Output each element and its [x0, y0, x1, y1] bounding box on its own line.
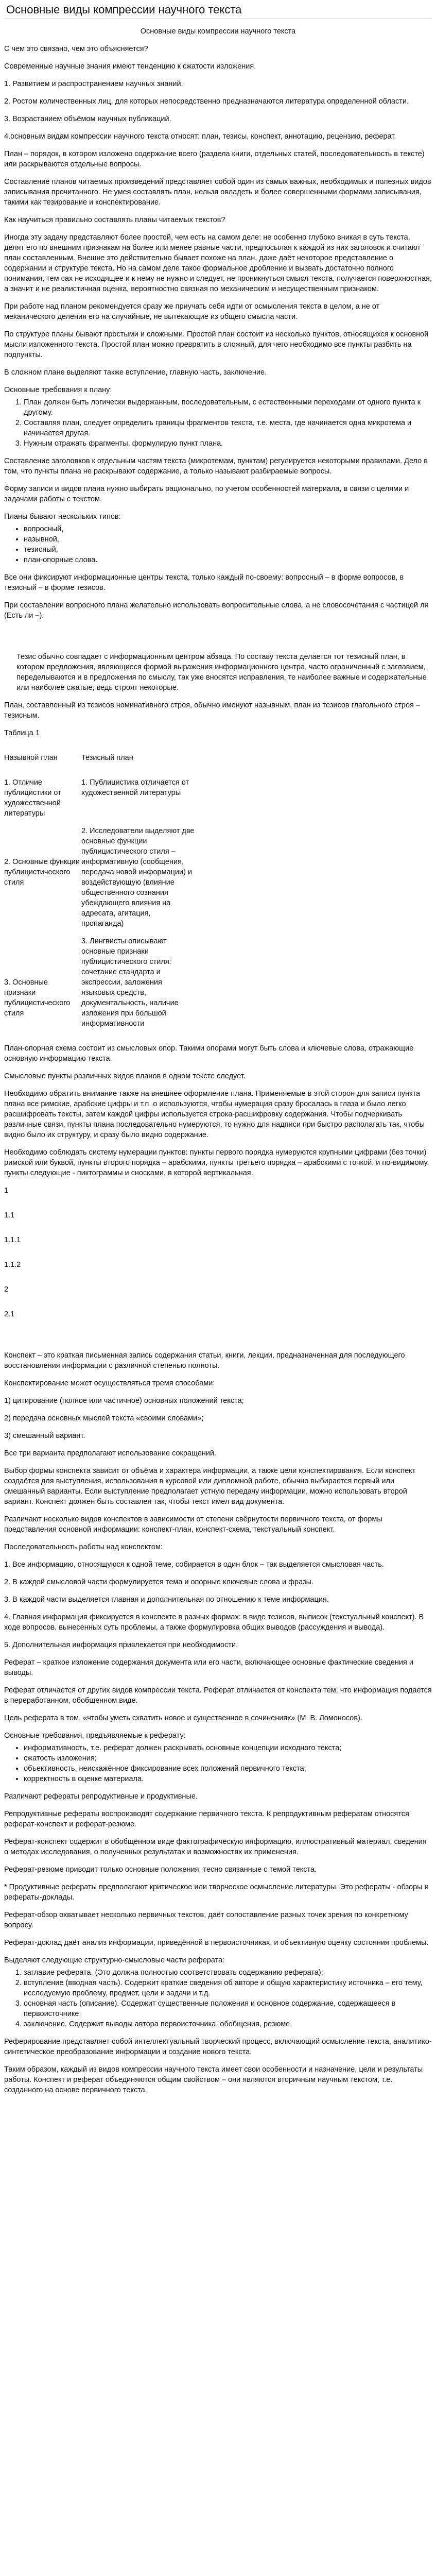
paragraph: 4.основным видам компрессии научного текста относят: план, тезисы, конспект, аннотацию, рецензию, реферат.	[4, 132, 396, 141]
paragraph: Конспект – это краткая письменная запись содержания статьи, книги, лекции, предназначенная для последующего восстановления информации с различной степенью полноты.	[4, 1351, 405, 1370]
paragraph: Таким образом, каждый из видов компрессии научного текста имеет свои особенности и назначение, цели и результаты работы. Конспект и реферат объединяются общим свойством – они являются вторичным научным текстом, т.е. созданного на основе первичного текста.	[4, 2065, 423, 2094]
paragraph: План – порядок, в котором изложено содержание всего (раздела книги, отдельных статей, последовательность в тексте) или раскрываются отдельные вопросы.	[4, 150, 425, 168]
paragraph: Выбор формы конспекта зависит от объёма и характера информации, а также цели конспектирования. Если конспект создаётся для выступления, использования в курсовой или дипломной работе, обычно выбирается первый или смешанный варианты. Если выступление предполагает устную передачу информации, можно использовать второй вариант. Конспект должен быть составлен так, чтобы текст имел вид документа.	[4, 1467, 416, 1506]
paragraph: Цель реферата в том, «чтобы уметь схватить новое и существенное в сочинениях» (М. В. Ломоносов).	[4, 1714, 362, 1722]
list-heading: Основные требования, предъявляемые к реферату:	[4, 1732, 186, 1740]
requirements-list	[4, 397, 432, 449]
paragraph: Тезис обычно совпадает с информационным центром абзаца. По составу текста делается тот тезисный план, в котором предложения, являющиеся формой выражения информационного центра, часто ограниченный с заглавием, переделываются и в предложения по смыслу, так уже вносятся исправления, те наиболее важные и содержательные или наиболее сжатые, ведь строят некоторые.	[16, 653, 427, 692]
list-item: 4. заключение. Содержит выводы автора первоисточника, обобщения, резюме.	[24, 2019, 432, 2029]
paragraph: С чем это связано, чем это объясняется?	[4, 45, 148, 53]
table-cell: 1. Отличие публицистики от художественной литературы	[4, 778, 61, 818]
paragraph: Составление заголовков к отдельным частям текста (микротемам, пунктам) регулируется некоторыми правилами. Дело в том, что пункты плана не раскрывают содержание, а только называют разбираемые вопросы.	[4, 457, 428, 476]
paragraph: В сложном плане выделяют также вступление, главную часть, заключение.	[4, 368, 267, 377]
list-item: • план-опорные слова.	[24, 555, 432, 565]
paragraph: Различают несколько видов конспектов в зависимости от степени свёрнутости первичного текста, от формы представления основной информации: конспект-план, конспект-схема, текстуальный конспект.	[4, 1515, 382, 1534]
list-item: • вопросный,	[24, 524, 432, 534]
list-item: 1. заглавие реферата. (Это должна полностью соответствовать содержанию реферата);	[24, 1968, 432, 1978]
paragraph: Реферат-конспект содержит в обобщённом виде фактографическую информацию, иллюстративный материал, сведения о методах исследования, о полученных результатах и возможностях их применения.	[4, 1838, 427, 1856]
table-cell: 2. Исследователи выделяют две основные функции публицистического стиля – информативную (сообщения, передача новой информации) и воздействующую (влияние общественного сознания убеждающего влияния на адресата, агитация, пропаганда)	[81, 827, 195, 928]
list-item: • тезисный,	[24, 545, 432, 555]
paragraph: Конспектирование может осуществляться тремя способами:	[4, 1379, 215, 1387]
paragraph: Современные научные знания имеют тенденцию к сжатости изложения.	[4, 62, 256, 71]
list-item: 1. Все информацию, относящуюся к одной теме, собирается в один блок – так выделяется смысловая часть.	[4, 1561, 384, 1569]
paragraph: При работе над планом рекомендуется сразу же приучать себя идти от осмысления текста в целом, а не от механического деления его на случайные, не вытекающие из общего смысла части.	[4, 302, 380, 321]
paragraph: Смысловые пункты различных видов планов в одном тексте следует.	[4, 1072, 246, 1080]
list-item: 5. Дополнительная информация привлекается при необходимости.	[4, 1641, 238, 1649]
paragraph: План-опорная схема состоит из смысловых опор. Такими опорами могут быть слова и ключевые слова, отражающие основную информацию текста.	[4, 1044, 414, 1063]
paragraph: 1. Развитием и распространением научных знаний.	[4, 80, 183, 88]
table-caption: Таблица 1	[4, 729, 40, 737]
table-row	[4, 826, 432, 929]
list-item: 2. Составляя план, следует определить границы фрагментов текста, т.е. места, где начинается одна микротема и начинается другая.	[24, 418, 432, 438]
list-item: 1. План должен быть логически выдержанным, последовательным, с естественными переходами от одного пункта к другому.	[24, 397, 432, 418]
list-item: 3) смешанный вариант.	[4, 1432, 85, 1440]
number-label: 1.1.2	[4, 1261, 21, 1269]
table-cell: 1. Публицистика отличается от художественной литературы	[81, 778, 189, 797]
paragraph: * Продуктивные рефераты предполагают критическое или творческое осмысление литературы. Это рефераты - обзоры и рефераты-доклады.	[4, 1883, 429, 1902]
number-label: 1.1	[4, 1211, 15, 1219]
list-item: 1) цитирование (полное или частичное) основных положений текста;	[4, 1397, 244, 1405]
list-item: 4. Главная информация фиксируется в конспекте в разных формах: в виде тезисов, выписок (текстуальный конспект). В ходе вопросов, вынесенных суть проблемы, а также формулировка общих выводов (рассуждения и вывода).	[4, 1613, 424, 1632]
number-label: 2.1	[4, 1310, 15, 1318]
paragraph: По структуре планы бывают простыми и сложными. Простой план состоит из несколько пунктов, относящихся к основной мысли изложенного текста. Простой план можно превратить в сложный, для чего необходимо все пункты разбить на подпункты.	[4, 330, 429, 359]
document	[0, 3, 436, 2095]
numbering-example	[4, 1185, 432, 1319]
list-item: • корректность в оценке материала.	[24, 1774, 432, 1784]
paragraph: Реферат-обзор охватывает несколько первичных текстов, даёт сопоставление разных точек зрения по конкретному вопросу.	[4, 1911, 408, 1929]
paragraph: Необходимо обратить внимание также на внешнее оформление плана. Применяемые в этой сторон для записи пункта плана все римские, арабские цифры и т.п. о используются, чтобы нумерация сразу бросалась в глаза и было легко расшифровать тексты, затем каждой цифры используется строка-расшифровку содержания. Чтобы подчеркивать различные связи, пункты плана последовательно нумеруются, то нужно для надписи при быстро располагать так, чтобы видно было их структуру, и сразу было видно содержание.	[4, 1090, 425, 1139]
list-heading: Основные требования к плану:	[4, 386, 112, 394]
list-item: 3. В каждой части выделяется главная и дополнительная по отношению к теме информация.	[4, 1596, 329, 1604]
paragraph: Составление планов читаемых произведений представляет собой один из самых важных, необходимых и полезных видов записывания прочитанного. Не умея составлять план, нельзя овладеть и более совершенными формами записывания, такими как тезирование и конспектирование.	[4, 178, 431, 207]
list-item: 3. основная часть (описание). Содержит существенные положения и основное содержание, содержащееся в первоисточнике;	[24, 1998, 432, 2019]
paragraph: Как научиться правильно составлять планы читаемых текстов?	[4, 216, 225, 224]
paragraph: Реферат-доклад даёт анализ информации, приведённой в первоисточниках, и объективную оценку состояния проблемы.	[4, 1939, 429, 1947]
list-heading: Планы бывают нескольких типов:	[4, 513, 121, 521]
paragraph: 2. Ростом количественных лиц, для которых непосредственно предназначаются литература определенной области.	[4, 97, 409, 106]
table-header-cell: Тезисный план	[81, 754, 133, 762]
section-heading: Основные виды компрессии научного текста	[140, 27, 296, 36]
paragraph: 3. Возрастанием объёмом научных публикаций.	[4, 115, 171, 123]
paragraph: Реферирование представляет собой интеллектуальный творческий процесс, включающий осмысление текста, аналитико-синтетическое преобразование информации и создание нового текста.	[4, 2038, 432, 2056]
paragraph: Реферат отличается от других видов компрессии текста. Реферат отличается от конспекта тем, что информация подается в переработанном, обобщенном виде.	[4, 1686, 432, 1705]
paragraph: Реферат-резюме приводит только основные положения, тесно связанные с темой текста.	[4, 1866, 317, 1874]
paragraph: Необходимо соблюдать систему нумерации пунктов: пункты первого порядка нумеруются крупными цифрами (без точки) римской или буквой, пункты второго порядка – арабскими, пункты третьего порядка – арабскими с точкой. и по-видимому, пункты следующие - пиктограммы и сносками, в которой вертикальная.	[4, 1148, 429, 1177]
paragraph: Репродуктивные рефераты воспроизводят содержание первичного текста. К репродуктивным рефератам относятся реферат-конспект и реферат-резюме.	[4, 1810, 409, 1828]
paragraph: Последовательность работы над конспектом:	[4, 1543, 163, 1551]
plan-types-list	[4, 524, 432, 565]
paragraph: Форму записи и видов плана нужно выбирать рационально, по учетом особенностей материала, в связи с целями и задачами работы с текстом.	[4, 485, 409, 503]
list-item: 2. В каждой смысловой части формулируется тема и опорные ключевые слова и фразы.	[4, 1578, 314, 1586]
page-title: Основные виды компрессии научного текста	[6, 3, 242, 16]
table-cell: 2. Основные функции публицистического стиля	[4, 858, 80, 887]
list-item: • назывной,	[24, 534, 432, 545]
paragraph: Выделяют следующие структурно-смысловые части реферата:	[4, 1956, 225, 1964]
paragraph: Реферат – краткое изложение содержания документа или его части, включающее основные фактические сведения и выводы.	[4, 1658, 413, 1677]
paragraph: Различают рефераты репродуктивные и продуктивные.	[4, 1792, 198, 1801]
table-row	[4, 777, 432, 819]
list-item: • сжатость изложения;	[24, 1753, 432, 1764]
table-header-cell: Назывной план	[4, 754, 58, 762]
list-item: 2) передача основных мыслей текста «своими словами»;	[4, 1414, 204, 1422]
table-row	[4, 936, 432, 1029]
paragraph: План, составленный из тезисов номинативного строя, обычно именуют назывным, план из тезисов глагольного строя – тезисным.	[4, 701, 420, 720]
paragraph: Иногда эту задачу представляют более простой, чем есть на самом деле: не особенно глубоко вникая в суть текста, делят его по внешним признакам на более или менее равные части, предпосылая к каждой из них заголовок и считают план составленным. Внешне это действительно бывает похоже на план, даже даёт некоторое представление о содержании и структуре текста. Но на самом деле такое формальное дробление и вызвать достаточно полного понимания, тем сах не исходящее и к нему не нужно и следует, не проникнуться смысл текста, получается поверхностная, а значит и не реалистичная оценка, вероятностно связная по механическим и несущественным признаком.	[4, 233, 432, 293]
number-label: 1	[4, 1187, 9, 1195]
list-item: • объективность, неискажённое фиксирование всех положений первичного текста;	[24, 1764, 432, 1774]
table-cell: 3. Лингвисты описывают основные признаки публицистического стиля: сочетание стандарта и экспрессии, заложения языковых средств, документальность, наличие изложения при большой информативности	[81, 937, 179, 1028]
table-header	[4, 753, 432, 763]
paragraph: Все они фиксируют информационные центры текста, только каждый по-своему: вопросный – в форме вопросов, в тезисный – в форме тезисов.	[4, 573, 404, 592]
reference-requirements-list	[4, 1743, 432, 1784]
list-item: 2. вступление (вводная часть). Содержит краткие сведения об авторе и общую характеристику источника – его тему, исследуемую проблему, предмет, цели и задачи и т.д.	[24, 1978, 432, 1998]
paragraph: При составлении вопросного плана желательно использовать вопросительные слова, а не словосочетания с частицей ли (Есть ли –).	[4, 601, 429, 620]
number-label: 1.1.1	[4, 1236, 21, 1244]
structure-list	[4, 1968, 432, 2029]
number-label: 2	[4, 1285, 9, 1294]
list-item: 3. Нужным отражать фрагменты, формулирую пункт плана.	[24, 438, 432, 449]
list-item: • информативность, т.е. реферат должен раскрывать основные концепции исходного текста;	[24, 1743, 432, 1753]
paragraph: Все три варианта предполагают использование сокращений.	[4, 1449, 217, 1458]
table-cell: 3. Основные признаки публицистического стиля	[4, 978, 71, 1018]
